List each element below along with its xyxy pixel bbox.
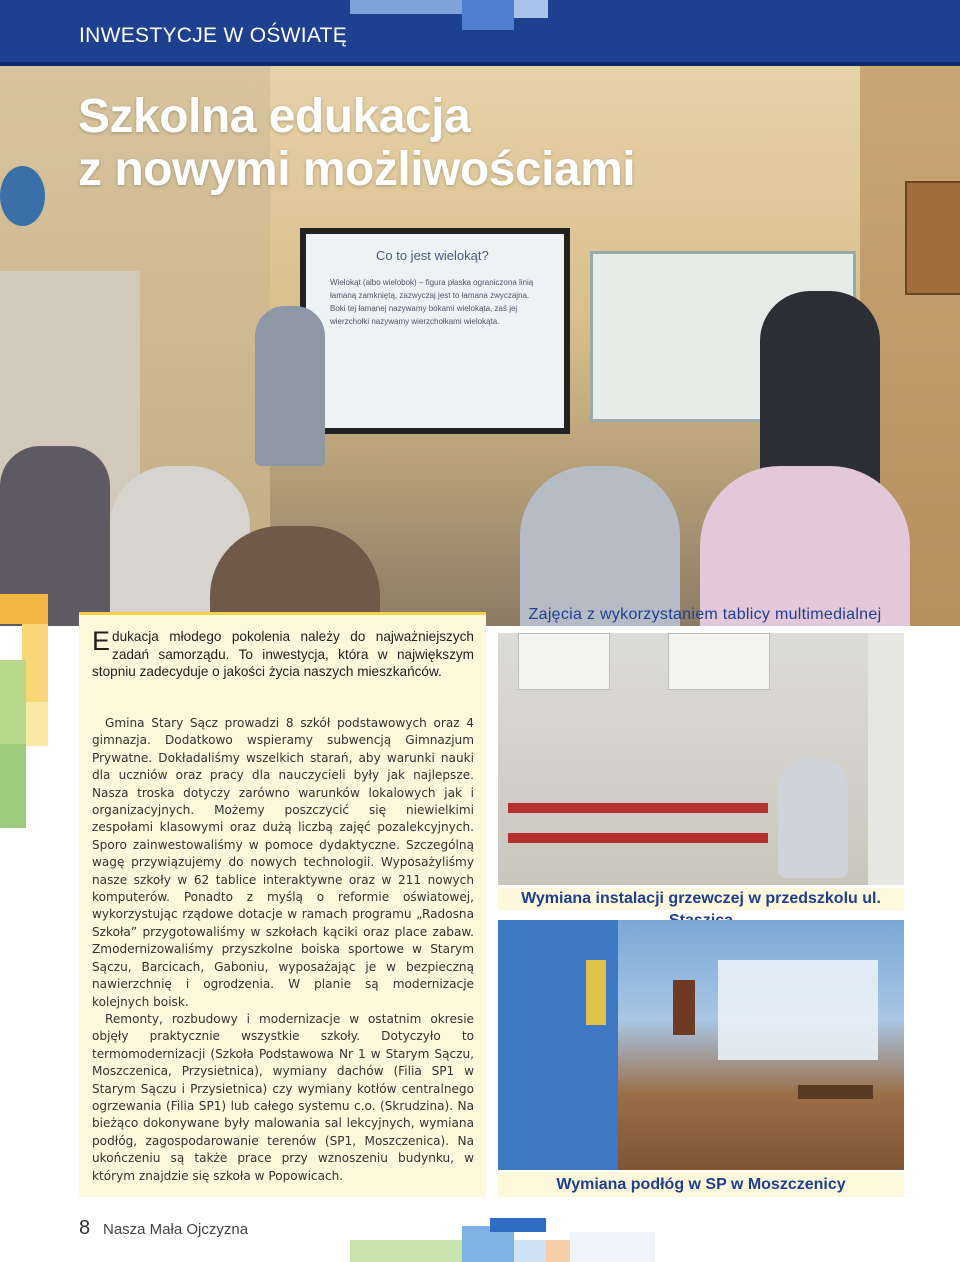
- decor-tile: [462, 0, 514, 30]
- decor-tile: [514, 1240, 546, 1262]
- title-line: z nowymi możliwościami: [78, 143, 636, 196]
- section-label: INWESTYCJE W OŚWIATĘ: [79, 24, 348, 47]
- decor-tile: [570, 1232, 655, 1262]
- bench: [798, 1085, 873, 1099]
- interactive-whiteboard: [300, 228, 570, 434]
- decor-tile: [490, 1218, 546, 1232]
- decor-tile: [0, 744, 26, 828]
- lead-text: dukacja młodego pokolenia należy do najważniejszych zadań samorządu. To inwestycja, która w największym stopniu zadecyduje o jakości życia naszych mieszkańców.: [92, 629, 474, 679]
- pipe: [508, 803, 768, 813]
- student-figure: [210, 526, 380, 626]
- decor-tile: [350, 0, 462, 14]
- decor-tile: [26, 702, 48, 746]
- page-number: 8: [79, 1217, 91, 1239]
- student-figure: [520, 466, 680, 626]
- boiler: [518, 633, 610, 690]
- corridor-door: [673, 980, 695, 1035]
- corridor-windows: [718, 960, 878, 1060]
- photo-caption: Zajęcia z wykorzystaniem tablicy multimedialnej: [528, 606, 882, 623]
- decor-tile: [514, 0, 548, 18]
- board-heading: Co to jest wielokąt?: [376, 248, 489, 263]
- student-figure: [700, 466, 910, 626]
- wall-board: [905, 181, 960, 295]
- globe-icon: [0, 166, 45, 226]
- student-figure: [255, 306, 325, 466]
- photo-caption: Wymiana instalacji grzewczej w przedszkolu ul.: [498, 888, 904, 910]
- body-paragraph: Remonty, rozbudowy i modernizacje w ostatnim okresie objęły praktycznie wszystkie szkoły. Dotyczyło to termomodernizacji (Szkoła Podstawowa Nr 1 w Starym Sączu, Moszczenica, Przysietnica), wymiany dachów (Filia SP1 w Starym Sączu i Przysietnica) czy wymiany kotłów centralnego ogrzewania (Filia SP1) lub całego systemu c.o. (Skrudzina). Na bieżąco dokonywane były malowania sal lekcyjnych, wymiana podłóg, zagospodarowanie terenów (SP1, Moszczenica). Na ukończeniu są także prace przy wznoszeniu budynku, w którym znajdzie się szkoła w Popowicach.: [92, 1011, 474, 1183]
- expansion-tank: [778, 758, 848, 878]
- boiler: [668, 633, 770, 690]
- article-title: [78, 90, 635, 196]
- magazine-name: Nasza Mała Ojczyzna: [103, 1221, 249, 1238]
- textbox-rule: [79, 612, 486, 615]
- pipe: [508, 833, 768, 843]
- corridor-wall: [498, 920, 618, 1170]
- board-text: Wielokąt (albo wielobok) – figura płaska ograniczona linią łamaną zamkniętą, zazwyczaj jest to łamana zwyczajna. Boki tej łamanej nazywamy bokami wielokąta, zaś jej wierzchołki nazywamy wierzchołkami wielokąta.: [330, 278, 534, 326]
- decor-tile: [0, 660, 26, 744]
- photo-caption: Wymiana podłóg w SP w Moszczenicy: [498, 1172, 904, 1197]
- corridor-photo: [498, 920, 904, 1170]
- article-body: [92, 715, 474, 1185]
- body-paragraph: Gmina Stary Sącz prowadzi 8 szkół podstawowych oraz 4 gimnazja. Dodatkowo wspieramy subwencją Gimnazjum Prywatne. Dokładaliśmy wszelkich starań, aby warunki nauki dla uczniów oraz pracy dla nauczycieli były jak najlepsze. Nasza troska dotyczy zarówno warunków lokalowych jak i organizacyjnych. Możemy poszczycić się niewielkimi zespołami klasowymi oraz dużą liczbą zajęć pozalekcyjnych. Sporo zainwestowaliśmy w pomoce dydaktyczne. Szczególną wagę przywiązujemy do nowych technologii. Wyposażyliśmy nasze szkoły w 62 tablice interaktywne oraz w 211 nowych komputerów. Ponadto z myślą o reformie oświatowej, wykorzystując rządowe dotacje w ramach programu „Radosna Szkoła” przygotowaliśmy w szkołach kąciki oraz place zabaw. Zmodernizowaliśmy przyszkolne boiska sportowe w Starym Sączu, Barcicach, Gaboniu, wyposażając je w bezpieczną nawierzchnię i ogrodzenia. W planie są modernizacje kolejnych boisk.: [92, 716, 474, 1009]
- decor-tile: [0, 594, 48, 624]
- heating-photo: [498, 633, 904, 885]
- wall: [868, 633, 904, 885]
- decor-tile: [350, 1240, 462, 1262]
- decor-tile: [546, 1240, 570, 1262]
- article-lead: [92, 628, 474, 681]
- title-line: Szkolna edukacja: [78, 90, 471, 143]
- notice-board: [586, 960, 606, 1025]
- drop-cap: E: [92, 626, 111, 656]
